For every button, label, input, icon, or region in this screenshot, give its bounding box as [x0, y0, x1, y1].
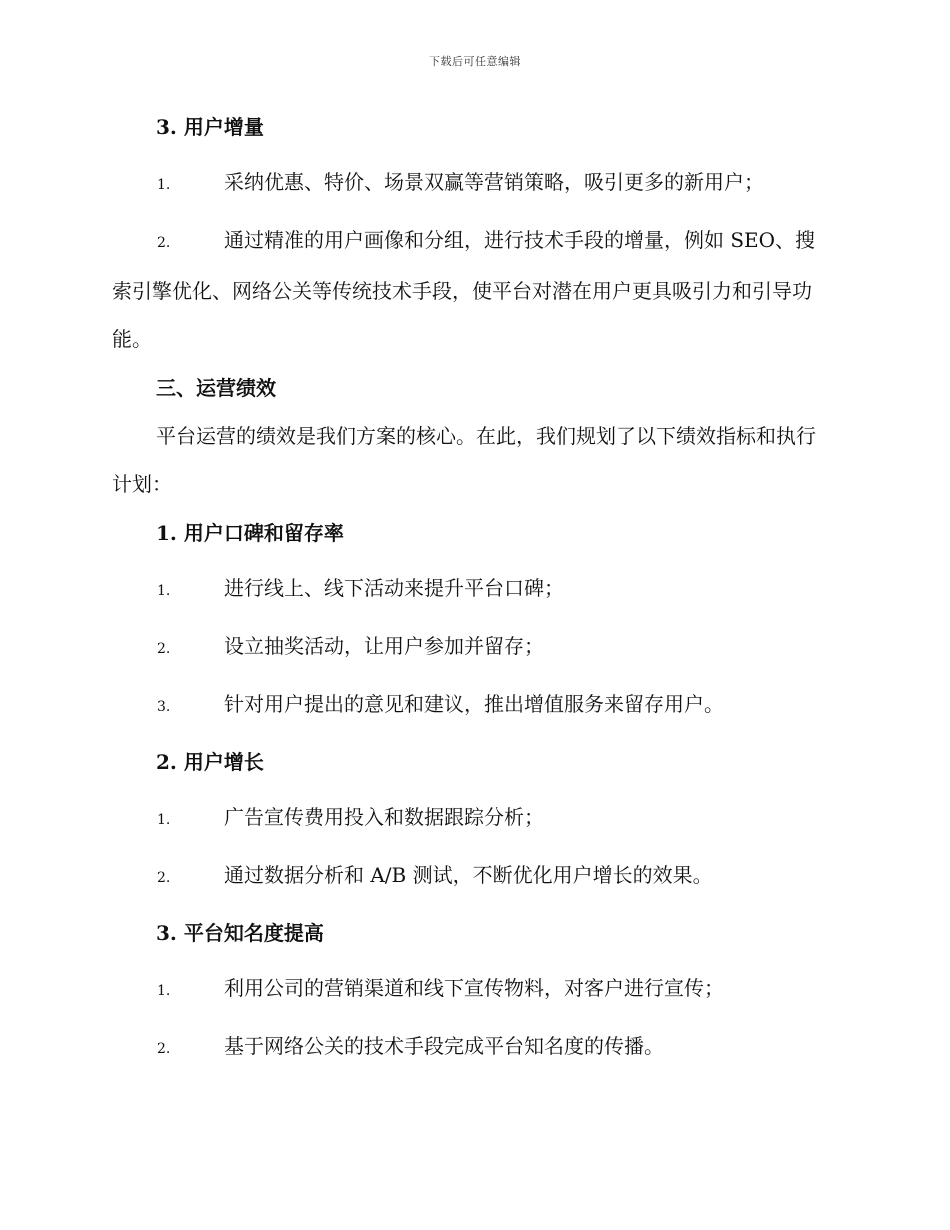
list-number: 2. — [157, 1041, 171, 1057]
list-item — [112, 572, 832, 607]
list-number: 2. — [157, 641, 171, 657]
section-heading-performance: 三、运营绩效 — [156, 376, 276, 400]
document-body — [112, 111, 832, 1065]
list-text: 广告宣传费用投入和数据跟踪分析； — [224, 805, 544, 829]
list-text: 基于网络公关的技术手段完成平台知名度的传播。 — [224, 1034, 664, 1058]
list-number: 2. — [157, 870, 171, 886]
section-heading-word-of-mouth: 1. 用户口碑和留存率 — [156, 521, 344, 545]
list-text: 通过数据分析和 A/B 测试，不断优化用户增长的效果。 — [224, 863, 713, 887]
list-text: 采纳优惠、特价、场景双赢等营销策略，吸引更多的新用户； — [224, 170, 764, 194]
section-heading-user-growth: 2. 用户增长 — [156, 750, 264, 774]
intro-text: 平台运营的绩效是我们方案的核心。在此，我们规划了以下绩效指标和执行计划： — [112, 424, 816, 496]
list-number: 2. — [157, 235, 171, 251]
list-number: 1. — [157, 983, 171, 999]
list-item — [112, 1030, 832, 1065]
intro-paragraph — [112, 412, 832, 508]
section-heading-user-increase: 3. 用户增量 — [156, 115, 264, 139]
list-item — [112, 972, 832, 1007]
list-number: 1. — [157, 583, 171, 599]
list-number: 1. — [157, 177, 171, 193]
list-text: 设立抽奖活动，让用户参加并留存； — [224, 634, 544, 658]
list-number: 1. — [157, 812, 171, 828]
section-heading-brand-awareness: 3. 平台知名度提高 — [156, 921, 324, 945]
list-text: 利用公司的营销渠道和线下宣传物料，对客户进行宣传； — [224, 976, 724, 1000]
list-text: 进行线上、线下活动来提升平台口碑； — [224, 576, 564, 600]
list-item — [112, 216, 832, 363]
list-text: 针对用户提出的意见和建议，推出增值服务来留存用户。 — [224, 692, 724, 716]
list-item — [112, 688, 832, 723]
list-item — [112, 801, 832, 836]
list-text: 通过精准的用户画像和分组，进行技术手段的增量，例如 SEO、搜索引擎优化、网络公关等传统技术手段，使平台对潜在用户更具吸引力和引导功能。 — [112, 228, 816, 351]
list-item — [112, 630, 832, 665]
header-note: 下载后可任意编辑 — [429, 55, 521, 68]
list-item — [112, 166, 832, 201]
list-item — [112, 859, 832, 894]
list-number: 3. — [157, 699, 171, 715]
